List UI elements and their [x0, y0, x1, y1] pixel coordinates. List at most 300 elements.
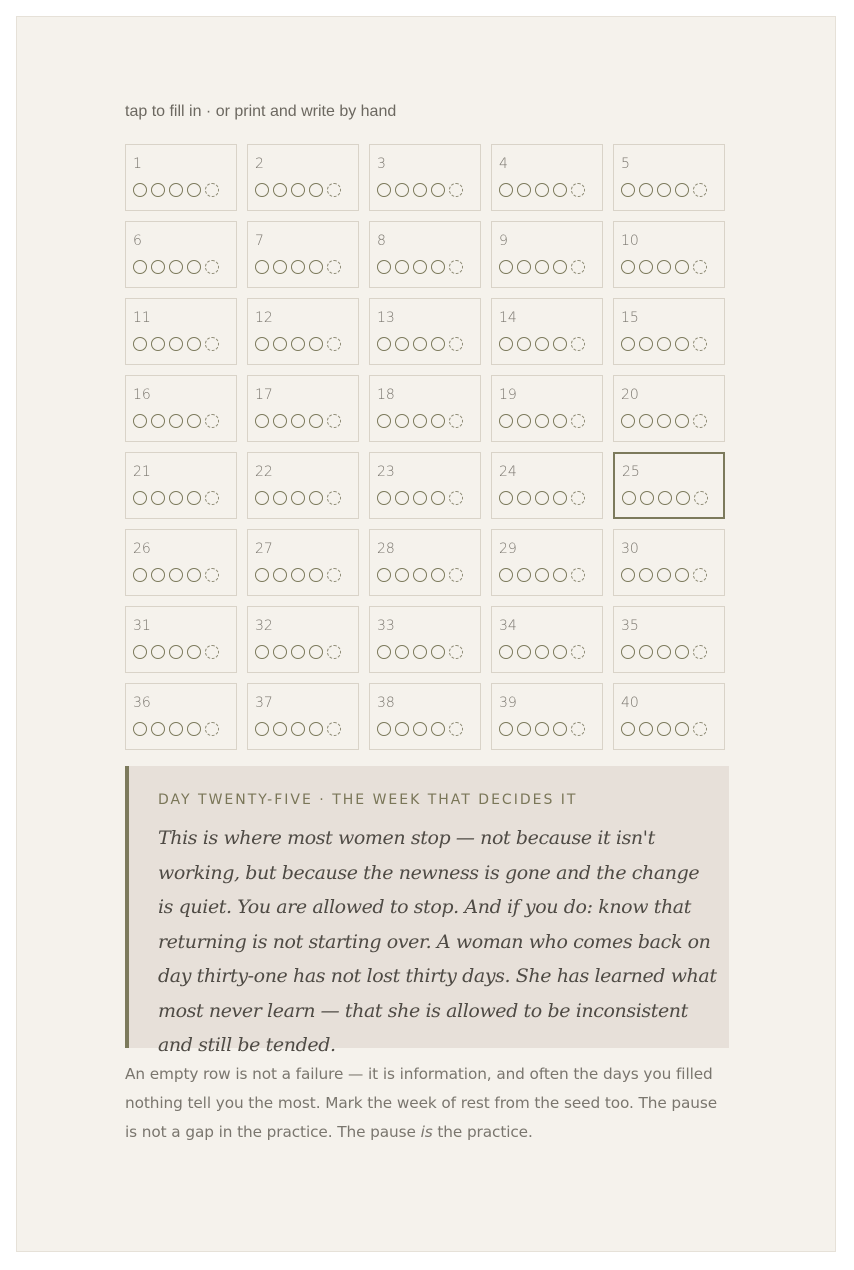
day-cell[interactable] [369, 144, 481, 211]
fill-circle[interactable] [657, 414, 671, 428]
day-cell[interactable] [125, 683, 237, 750]
rest-circle[interactable] [693, 645, 707, 659]
fill-circle[interactable] [169, 337, 183, 351]
rest-circle[interactable] [449, 491, 463, 505]
fill-circle[interactable] [431, 337, 445, 351]
fill-circle[interactable] [395, 645, 409, 659]
day-cell[interactable] [125, 529, 237, 596]
fill-circle[interactable] [309, 568, 323, 582]
day-cell[interactable] [247, 452, 359, 519]
day-number: 28 [377, 541, 395, 557]
tracker-page [16, 16, 836, 1252]
rest-circle[interactable] [205, 645, 219, 659]
fill-circle[interactable] [291, 645, 305, 659]
day-cell[interactable] [247, 375, 359, 442]
fill-circle[interactable] [675, 645, 689, 659]
fill-circle[interactable] [622, 491, 636, 505]
day-cell[interactable] [369, 375, 481, 442]
day-cell[interactable] [247, 606, 359, 673]
day-cell[interactable] [125, 375, 237, 442]
day-cell[interactable] [491, 529, 603, 596]
fill-circle[interactable] [639, 568, 653, 582]
day-cell[interactable] [491, 144, 603, 211]
rest-circle[interactable] [205, 414, 219, 428]
fill-circle[interactable] [273, 183, 287, 197]
day-grid [125, 144, 725, 750]
day-cell[interactable] [491, 375, 603, 442]
fill-circle[interactable] [675, 183, 689, 197]
fill-circle[interactable] [273, 337, 287, 351]
fill-circle[interactable] [395, 491, 409, 505]
rest-circle[interactable] [449, 414, 463, 428]
fill-circle[interactable] [395, 414, 409, 428]
rest-circle[interactable] [571, 183, 585, 197]
day-circles [377, 183, 463, 197]
day-circles [133, 491, 219, 505]
day-cell[interactable] [125, 452, 237, 519]
day-circles [377, 260, 463, 274]
day-cell[interactable] [247, 221, 359, 288]
fill-circle[interactable] [169, 645, 183, 659]
fill-circle[interactable] [169, 260, 183, 274]
day-cell[interactable] [613, 683, 725, 750]
fill-circle[interactable] [535, 183, 549, 197]
fill-circle[interactable] [517, 183, 531, 197]
fill-circle[interactable] [255, 183, 269, 197]
fill-circle[interactable] [273, 491, 287, 505]
fill-circle[interactable] [657, 337, 671, 351]
fill-circle[interactable] [535, 568, 549, 582]
rest-circle[interactable] [693, 568, 707, 582]
fill-circle[interactable] [413, 260, 427, 274]
fill-circle[interactable] [675, 722, 689, 736]
day-cell[interactable] [247, 144, 359, 211]
day-cell[interactable] [369, 606, 481, 673]
fill-circle[interactable] [657, 722, 671, 736]
fill-circle[interactable] [291, 337, 305, 351]
day-number: 31 [133, 618, 151, 634]
day-number: 5 [621, 156, 630, 172]
fill-circle[interactable] [309, 491, 323, 505]
fill-circle[interactable] [553, 260, 567, 274]
fill-circle[interactable] [413, 414, 427, 428]
day-cell[interactable] [247, 298, 359, 365]
fill-circle[interactable] [395, 337, 409, 351]
fill-circle[interactable] [676, 491, 690, 505]
fill-circle[interactable] [151, 414, 165, 428]
fill-circle[interactable] [517, 414, 531, 428]
fill-circle[interactable] [377, 337, 391, 351]
fill-circle[interactable] [187, 568, 201, 582]
day-cell[interactable] [491, 452, 603, 519]
fill-circle[interactable] [413, 183, 427, 197]
fill-circle[interactable] [499, 260, 513, 274]
fill-circle[interactable] [133, 491, 147, 505]
instruction-hint: tap to fill in · or print and write by hand [125, 103, 397, 120]
rest-circle[interactable] [571, 568, 585, 582]
rest-circle[interactable] [327, 414, 341, 428]
fill-circle[interactable] [499, 722, 513, 736]
fill-circle[interactable] [621, 337, 635, 351]
fill-circle[interactable] [151, 568, 165, 582]
day-number: 20 [621, 387, 639, 403]
rest-circle[interactable] [693, 414, 707, 428]
fill-circle[interactable] [413, 722, 427, 736]
rest-circle[interactable] [205, 568, 219, 582]
fill-circle[interactable] [657, 645, 671, 659]
fill-circle[interactable] [535, 491, 549, 505]
fill-circle[interactable] [675, 414, 689, 428]
fill-circle[interactable] [553, 337, 567, 351]
day-number: 34 [499, 618, 517, 634]
day-number: 17 [255, 387, 273, 403]
fill-circle[interactable] [431, 491, 445, 505]
fill-circle[interactable] [621, 414, 635, 428]
day-number: 21 [133, 464, 151, 480]
fill-circle[interactable] [169, 568, 183, 582]
day-number: 1 [133, 156, 142, 172]
day-circles [621, 414, 707, 428]
fill-circle[interactable] [255, 337, 269, 351]
day-cell[interactable] [613, 144, 725, 211]
rest-circle[interactable] [327, 183, 341, 197]
fill-circle[interactable] [151, 183, 165, 197]
fill-circle[interactable] [499, 183, 513, 197]
fill-circle[interactable] [187, 183, 201, 197]
fill-circle[interactable] [431, 722, 445, 736]
rest-circle[interactable] [327, 645, 341, 659]
day-circles [377, 337, 463, 351]
day-circles [133, 645, 219, 659]
day-cell[interactable] [613, 452, 725, 519]
fill-circle[interactable] [639, 414, 653, 428]
fill-circle[interactable] [133, 414, 147, 428]
fill-circle[interactable] [187, 645, 201, 659]
day-number: 13 [377, 310, 395, 326]
rest-circle[interactable] [327, 337, 341, 351]
fill-circle[interactable] [535, 337, 549, 351]
fill-circle[interactable] [133, 260, 147, 274]
fill-circle[interactable] [413, 491, 427, 505]
fill-circle[interactable] [517, 568, 531, 582]
fill-circle[interactable] [431, 645, 445, 659]
day-cell[interactable] [369, 221, 481, 288]
fill-circle[interactable] [187, 337, 201, 351]
day-number: 19 [499, 387, 517, 403]
day-circles [499, 722, 585, 736]
day-circles [133, 337, 219, 351]
fill-circle[interactable] [291, 568, 305, 582]
fill-circle[interactable] [151, 260, 165, 274]
fill-circle[interactable] [151, 337, 165, 351]
day-cell[interactable] [491, 298, 603, 365]
fill-circle[interactable] [133, 337, 147, 351]
fill-circle[interactable] [517, 260, 531, 274]
note-body: This is where most women stop — not because it isn't working, but because the newness is gone and the change is quiet. You are allowed to stop. And if you do: know that returning is not starting over. A woman who comes back on day thirty-one has not lost thirty days. She has learned what most never learn — that she is allowed to be inconsistent and still be tended. [158, 827, 717, 1056]
footer-text-start: An empty row is not a failure — it is information, and often the days you filled nothing tell you the most. Mark the week of rest from the seed too. The pause is not a gap in the practice. The pause [125, 1065, 718, 1141]
fill-circle[interactable] [413, 568, 427, 582]
fill-circle[interactable] [273, 260, 287, 274]
day-number: 38 [377, 695, 395, 711]
day-cell[interactable] [369, 529, 481, 596]
rest-circle[interactable] [571, 722, 585, 736]
fill-circle[interactable] [377, 414, 391, 428]
fill-circle[interactable] [657, 568, 671, 582]
fill-circle[interactable] [640, 491, 654, 505]
fill-circle[interactable] [133, 568, 147, 582]
rest-circle[interactable] [449, 337, 463, 351]
fill-circle[interactable] [621, 645, 635, 659]
day-circles [621, 337, 707, 351]
fill-circle[interactable] [377, 260, 391, 274]
fill-circle[interactable] [535, 414, 549, 428]
day-circles [255, 491, 341, 505]
fill-circle[interactable] [255, 568, 269, 582]
fill-circle[interactable] [431, 568, 445, 582]
day-number: 25 [622, 464, 640, 480]
fill-circle[interactable] [309, 260, 323, 274]
fill-circle[interactable] [273, 722, 287, 736]
day-number: 40 [621, 695, 639, 711]
fill-circle[interactable] [309, 722, 323, 736]
fill-circle[interactable] [621, 722, 635, 736]
day-circles [621, 645, 707, 659]
fill-circle[interactable] [377, 183, 391, 197]
fill-circle[interactable] [255, 491, 269, 505]
day-circles [499, 491, 585, 505]
fill-circle[interactable] [431, 183, 445, 197]
rest-circle[interactable] [449, 260, 463, 274]
rest-circle[interactable] [327, 260, 341, 274]
day-cell[interactable] [125, 144, 237, 211]
fill-circle[interactable] [675, 337, 689, 351]
fill-circle[interactable] [621, 183, 635, 197]
day-number: 36 [133, 695, 151, 711]
day-circles [133, 260, 219, 274]
day-circles [621, 722, 707, 736]
rest-circle[interactable] [205, 260, 219, 274]
fill-circle[interactable] [499, 568, 513, 582]
rest-circle[interactable] [449, 183, 463, 197]
fill-circle[interactable] [273, 568, 287, 582]
day-circles [133, 414, 219, 428]
fill-circle[interactable] [255, 722, 269, 736]
fill-circle[interactable] [517, 337, 531, 351]
day-cell[interactable] [369, 683, 481, 750]
rest-circle[interactable] [693, 183, 707, 197]
day-number: 15 [621, 310, 639, 326]
fill-circle[interactable] [133, 722, 147, 736]
rest-circle[interactable] [327, 491, 341, 505]
fill-circle[interactable] [621, 568, 635, 582]
day-cell[interactable] [125, 606, 237, 673]
day-cell[interactable] [491, 606, 603, 673]
fill-circle[interactable] [639, 183, 653, 197]
fill-circle[interactable] [553, 414, 567, 428]
fill-circle[interactable] [395, 260, 409, 274]
fill-circle[interactable] [658, 491, 672, 505]
fill-circle[interactable] [291, 414, 305, 428]
rest-circle[interactable] [205, 722, 219, 736]
fill-circle[interactable] [309, 645, 323, 659]
rest-circle[interactable] [571, 337, 585, 351]
day-circles [622, 491, 708, 505]
day-circles [499, 414, 585, 428]
fill-circle[interactable] [273, 645, 287, 659]
rest-circle[interactable] [693, 722, 707, 736]
day-cell[interactable] [125, 298, 237, 365]
fill-circle[interactable] [639, 260, 653, 274]
day-circles [377, 491, 463, 505]
fill-circle[interactable] [517, 491, 531, 505]
day-circles [499, 645, 585, 659]
fill-circle[interactable] [639, 337, 653, 351]
fill-circle[interactable] [309, 337, 323, 351]
rest-circle[interactable] [449, 645, 463, 659]
day-number: 6 [133, 233, 142, 249]
footer-paragraph [125, 1060, 729, 1147]
fill-circle[interactable] [499, 491, 513, 505]
fill-circle[interactable] [151, 645, 165, 659]
rest-circle[interactable] [205, 337, 219, 351]
day-number: 29 [499, 541, 517, 557]
day-cell[interactable] [491, 683, 603, 750]
fill-circle[interactable] [291, 491, 305, 505]
fill-circle[interactable] [517, 722, 531, 736]
note-title: DAY TWENTY-FIVE · THE WEEK THAT DECIDES IT [158, 792, 578, 808]
fill-circle[interactable] [517, 645, 531, 659]
day-note-callout [125, 766, 729, 1056]
day-number: 37 [255, 695, 273, 711]
fill-circle[interactable] [133, 645, 147, 659]
day-cell[interactable] [247, 529, 359, 596]
fill-circle[interactable] [553, 645, 567, 659]
rest-circle[interactable] [327, 568, 341, 582]
fill-circle[interactable] [255, 645, 269, 659]
day-circles [255, 414, 341, 428]
day-number: 26 [133, 541, 151, 557]
day-cell[interactable] [613, 529, 725, 596]
fill-circle[interactable] [291, 183, 305, 197]
fill-circle[interactable] [169, 491, 183, 505]
fill-circle[interactable] [377, 722, 391, 736]
fill-circle[interactable] [431, 414, 445, 428]
footer-text-end: the practice. [432, 1123, 533, 1141]
day-circles [133, 568, 219, 582]
day-number: 39 [499, 695, 517, 711]
rest-circle[interactable] [327, 722, 341, 736]
rest-circle[interactable] [205, 491, 219, 505]
day-number: 30 [621, 541, 639, 557]
fill-circle[interactable] [413, 645, 427, 659]
fill-circle[interactable] [395, 568, 409, 582]
day-cell[interactable] [125, 221, 237, 288]
day-number: 22 [255, 464, 273, 480]
day-number: 14 [499, 310, 517, 326]
day-cell[interactable] [613, 298, 725, 365]
fill-circle[interactable] [273, 414, 287, 428]
fill-circle[interactable] [675, 260, 689, 274]
footer-emphasis: is [420, 1123, 433, 1141]
day-circles [255, 645, 341, 659]
day-circles [255, 722, 341, 736]
fill-circle[interactable] [499, 645, 513, 659]
fill-circle[interactable] [291, 722, 305, 736]
day-cell[interactable] [613, 221, 725, 288]
fill-circle[interactable] [187, 491, 201, 505]
fill-circle[interactable] [377, 568, 391, 582]
fill-circle[interactable] [395, 183, 409, 197]
day-cell[interactable] [369, 452, 481, 519]
fill-circle[interactable] [553, 722, 567, 736]
fill-circle[interactable] [187, 722, 201, 736]
rest-circle[interactable] [694, 491, 708, 505]
rest-circle[interactable] [571, 260, 585, 274]
fill-circle[interactable] [499, 337, 513, 351]
day-circles [621, 260, 707, 274]
fill-circle[interactable] [169, 414, 183, 428]
fill-circle[interactable] [499, 414, 513, 428]
fill-circle[interactable] [535, 260, 549, 274]
fill-circle[interactable] [553, 491, 567, 505]
fill-circle[interactable] [309, 414, 323, 428]
fill-circle[interactable] [377, 645, 391, 659]
day-cell[interactable] [491, 221, 603, 288]
fill-circle[interactable] [377, 491, 391, 505]
rest-circle[interactable] [571, 414, 585, 428]
fill-circle[interactable] [535, 645, 549, 659]
fill-circle[interactable] [255, 414, 269, 428]
fill-circle[interactable] [553, 183, 567, 197]
fill-circle[interactable] [639, 645, 653, 659]
day-cell[interactable] [613, 606, 725, 673]
fill-circle[interactable] [133, 183, 147, 197]
fill-circle[interactable] [639, 722, 653, 736]
fill-circle[interactable] [187, 414, 201, 428]
day-number: 4 [499, 156, 508, 172]
day-circles [255, 183, 341, 197]
day-cell[interactable] [613, 375, 725, 442]
fill-circle[interactable] [309, 183, 323, 197]
fill-circle[interactable] [187, 260, 201, 274]
fill-circle[interactable] [255, 260, 269, 274]
rest-circle[interactable] [571, 645, 585, 659]
fill-circle[interactable] [621, 260, 635, 274]
rest-circle[interactable] [571, 491, 585, 505]
fill-circle[interactable] [151, 722, 165, 736]
fill-circle[interactable] [291, 260, 305, 274]
day-cell[interactable] [369, 298, 481, 365]
fill-circle[interactable] [535, 722, 549, 736]
fill-circle[interactable] [169, 722, 183, 736]
day-cell[interactable] [247, 683, 359, 750]
fill-circle[interactable] [553, 568, 567, 582]
fill-circle[interactable] [413, 337, 427, 351]
fill-circle[interactable] [431, 260, 445, 274]
fill-circle[interactable] [657, 260, 671, 274]
fill-circle[interactable] [657, 183, 671, 197]
rest-circle[interactable] [449, 568, 463, 582]
fill-circle[interactable] [675, 568, 689, 582]
rest-circle[interactable] [205, 183, 219, 197]
day-circles [377, 568, 463, 582]
rest-circle[interactable] [449, 722, 463, 736]
rest-circle[interactable] [693, 260, 707, 274]
fill-circle[interactable] [169, 183, 183, 197]
fill-circle[interactable] [395, 722, 409, 736]
fill-circle[interactable] [151, 491, 165, 505]
rest-circle[interactable] [693, 337, 707, 351]
